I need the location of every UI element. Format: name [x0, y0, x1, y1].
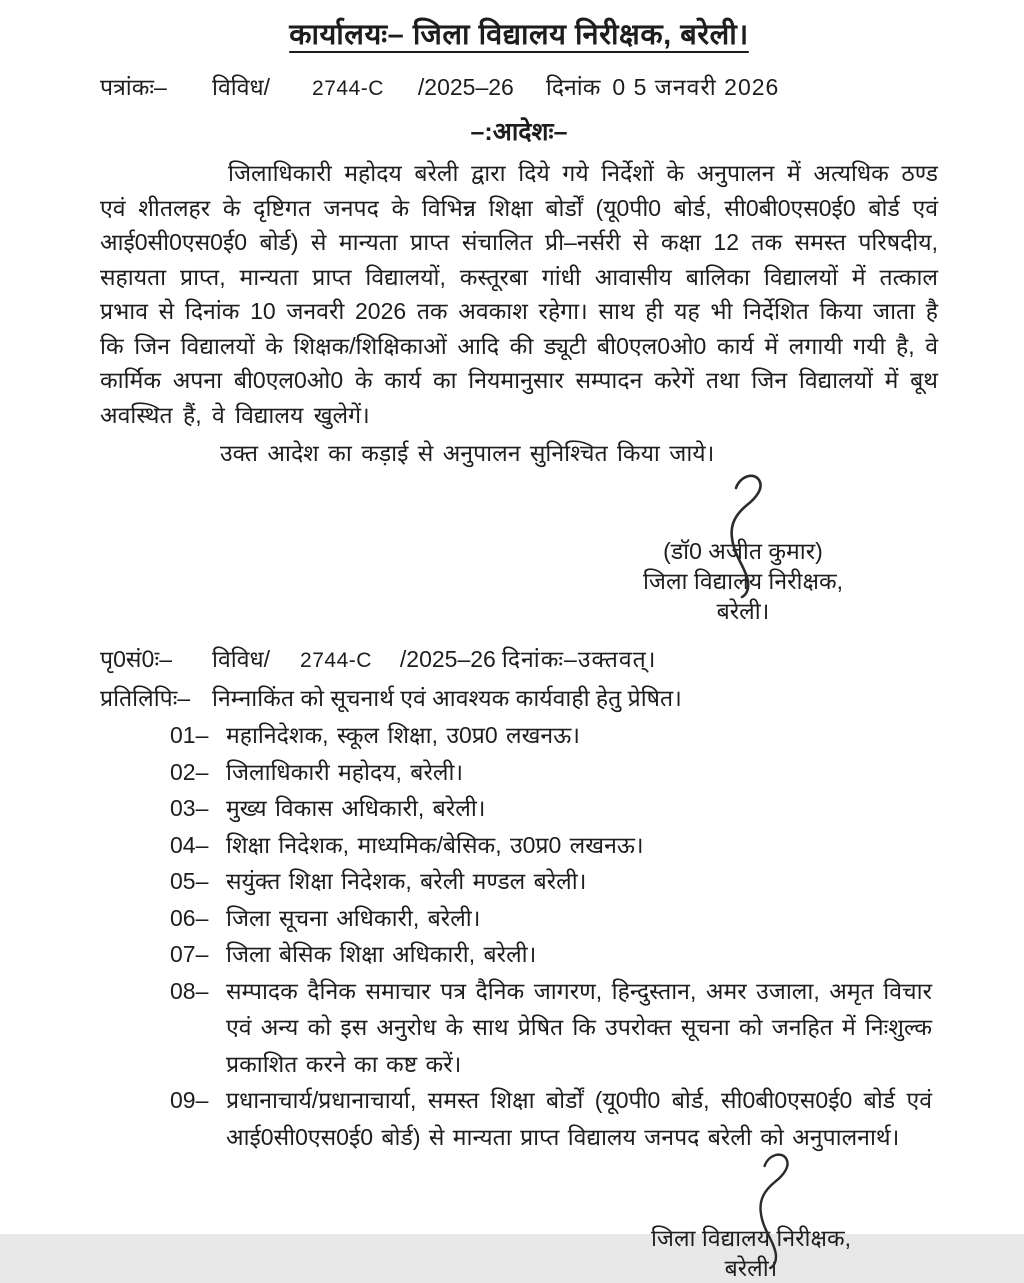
- letter-date: 0 5 जनवरी 2026: [612, 74, 780, 100]
- letter-date-label: दिनांक: [545, 74, 601, 100]
- copy-item-text: मुख्य विकास अधिकारी, बरेली।: [226, 795, 486, 821]
- copy-item-number: 09–: [170, 1087, 209, 1113]
- copy-item-number: 06–: [170, 904, 209, 931]
- page-title: कार्यालयः– जिला विद्यालय निरीक्षक, बरेली।: [289, 19, 749, 51]
- copy-list-item: [100, 863, 938, 900]
- copy-list: [100, 717, 938, 1155]
- copy-list-item: [100, 936, 938, 973]
- endorsement-line: [100, 642, 938, 674]
- endorsement-label: पृ0सं0ः–: [100, 646, 172, 672]
- signatory-designation: जिला विद्यालय निरीक्षक,: [642, 568, 844, 594]
- copy-item-number: 08–: [170, 977, 209, 1004]
- copy-item-number: 04–: [170, 831, 209, 858]
- copy-list-item: [100, 973, 938, 1083]
- copy-item-text: महानिदेशक, स्कूल शिक्षा, उ0प्र0 लखनऊ।: [226, 722, 580, 748]
- signatory-block-top: [618, 536, 868, 626]
- copy-heading: [100, 681, 938, 713]
- copy-item-number: 07–: [170, 941, 209, 967]
- copy-item-number: 05–: [170, 868, 209, 894]
- copy-list-item: [100, 1082, 938, 1155]
- copy-heading-text: निम्नाकिंत को सूचनार्थ एवं आवश्यक कार्यवाही हेतु प्रेषित।: [212, 685, 682, 711]
- copy-item-text: जिला सूचना अधिकारी, बरेली।: [226, 904, 481, 931]
- copy-item-text: जिला बेसिक शिक्षा अधिकारी, बरेली।: [226, 941, 537, 967]
- letter-category: विविध/: [212, 74, 271, 100]
- copy-list-item: [100, 900, 938, 937]
- copy-list-item: [100, 754, 938, 791]
- copy-item-text: प्रधानाचार्य/प्रधानाचार्या, समस्त शिक्षा बोर्डों (यू0पी0 बोर्ड, सी0बी0एस0ई0 बोर्ड एवं आई0सी0एस0ई0 बोर्ड) से मान्यता प्राप्त विद्यालय जनपद बरेली को अनुपालनार्थ।: [226, 1087, 932, 1150]
- copy-item-text: सम्पादक दैनिक समाचार पत्र दैनिक जागरण, हिन्दुस्तान, अमर उजाला, अमृत विचार एवं अन्य को इस अनुरोध के साथ प्रेषित कि उपरोक्त सूचना को जनहित में निःशुल्क प्रकाशित करने का कष्ट करें।: [226, 977, 932, 1077]
- copy-list-item: [100, 717, 938, 754]
- endorsement-number: 2744-C: [300, 649, 372, 672]
- copy-item-number: 03–: [170, 795, 209, 821]
- letter-number: 2744-C: [312, 77, 384, 100]
- endorsement-category: विविध/: [212, 646, 271, 672]
- copy-heading-label: प्रतिलिपिः–: [100, 685, 191, 711]
- copy-item-text: जिलाधिकारी महोदय, बरेली।: [226, 758, 464, 785]
- signatory-designation: जिला विद्यालय निरीक्षक,: [650, 1225, 852, 1251]
- copy-item-text: शिक्षा निदेशक, माध्यमिक/बेसिक, उ0प्र0 लखनऊ।: [226, 831, 644, 858]
- order-body-paragraph: जिलाधिकारी महोदय बरेली द्वारा दिये गये निर्देशों के अनुपालन में अत्यधिक ठण्ड एवं शीतलहर के दृष्टिगत जनपद के विभिन्न शिक्षा बोर्डों (यू0पी0 बोर्ड, सी0बी0एस0ई0 बोर्ड एवं आई0सी0एस0ई0 बोर्ड) से मान्यता प्राप्त संचालित प्री–नर्सरी से कक्षा 12 तक समस्त परिषदीय, सहायता प्राप्त, मान्यता प्राप्त विद्यालयों, कस्तूरबा गांधी आवासीय बालिका विद्यालयों में तत्काल प्रभाव से दिनांक 10 जनवरी 2026 तक अवकाश रहेगा। साथ ही यह भी निर्देशित किया जाता है कि जिन विद्यालयों के शिक्षक/शिक्षिकाओं आदि की ड्यूटी बी0एल0ओ0 कार्य में लगायी गयी है, वे कार्मिक अपना बी0एल0ओ0 के कार्य का नियमानुसार सम्पादन करेगें तथा जिन विद्यालयों में बूथ अवस्थित हैं, वे विद्यालय खुलेगें।: [100, 160, 938, 428]
- copy-item-text: सयुंक्त शिक्षा निदेशक, बरेली मण्डल बरेली।: [226, 868, 587, 894]
- letter-session: /2025–26: [417, 74, 514, 100]
- copy-list-item: [100, 790, 938, 827]
- signatory-place: बरेली।: [716, 598, 770, 624]
- copy-item-number: 01–: [170, 722, 209, 748]
- letter-number-line: [100, 70, 938, 102]
- signatory-name: (डॉ0 अजीत कुमार): [663, 538, 823, 564]
- signatory-block-bottom: [626, 1223, 876, 1283]
- endorsement-date: दिनांकः–उक्तवत्।: [501, 646, 657, 672]
- copy-list-item: [100, 827, 938, 864]
- order-heading: –:आदेशः–: [470, 118, 568, 146]
- letter-number-label: पत्रांकः–: [100, 74, 167, 100]
- endorsement-session: /2025–26: [399, 646, 496, 672]
- copy-item-number: 02–: [170, 758, 209, 785]
- signatory-place: बरेली।: [724, 1255, 778, 1281]
- compliance-line: उक्त आदेश का कड़ाई से अनुपालन सुनिश्चित किया जाये।: [220, 440, 715, 466]
